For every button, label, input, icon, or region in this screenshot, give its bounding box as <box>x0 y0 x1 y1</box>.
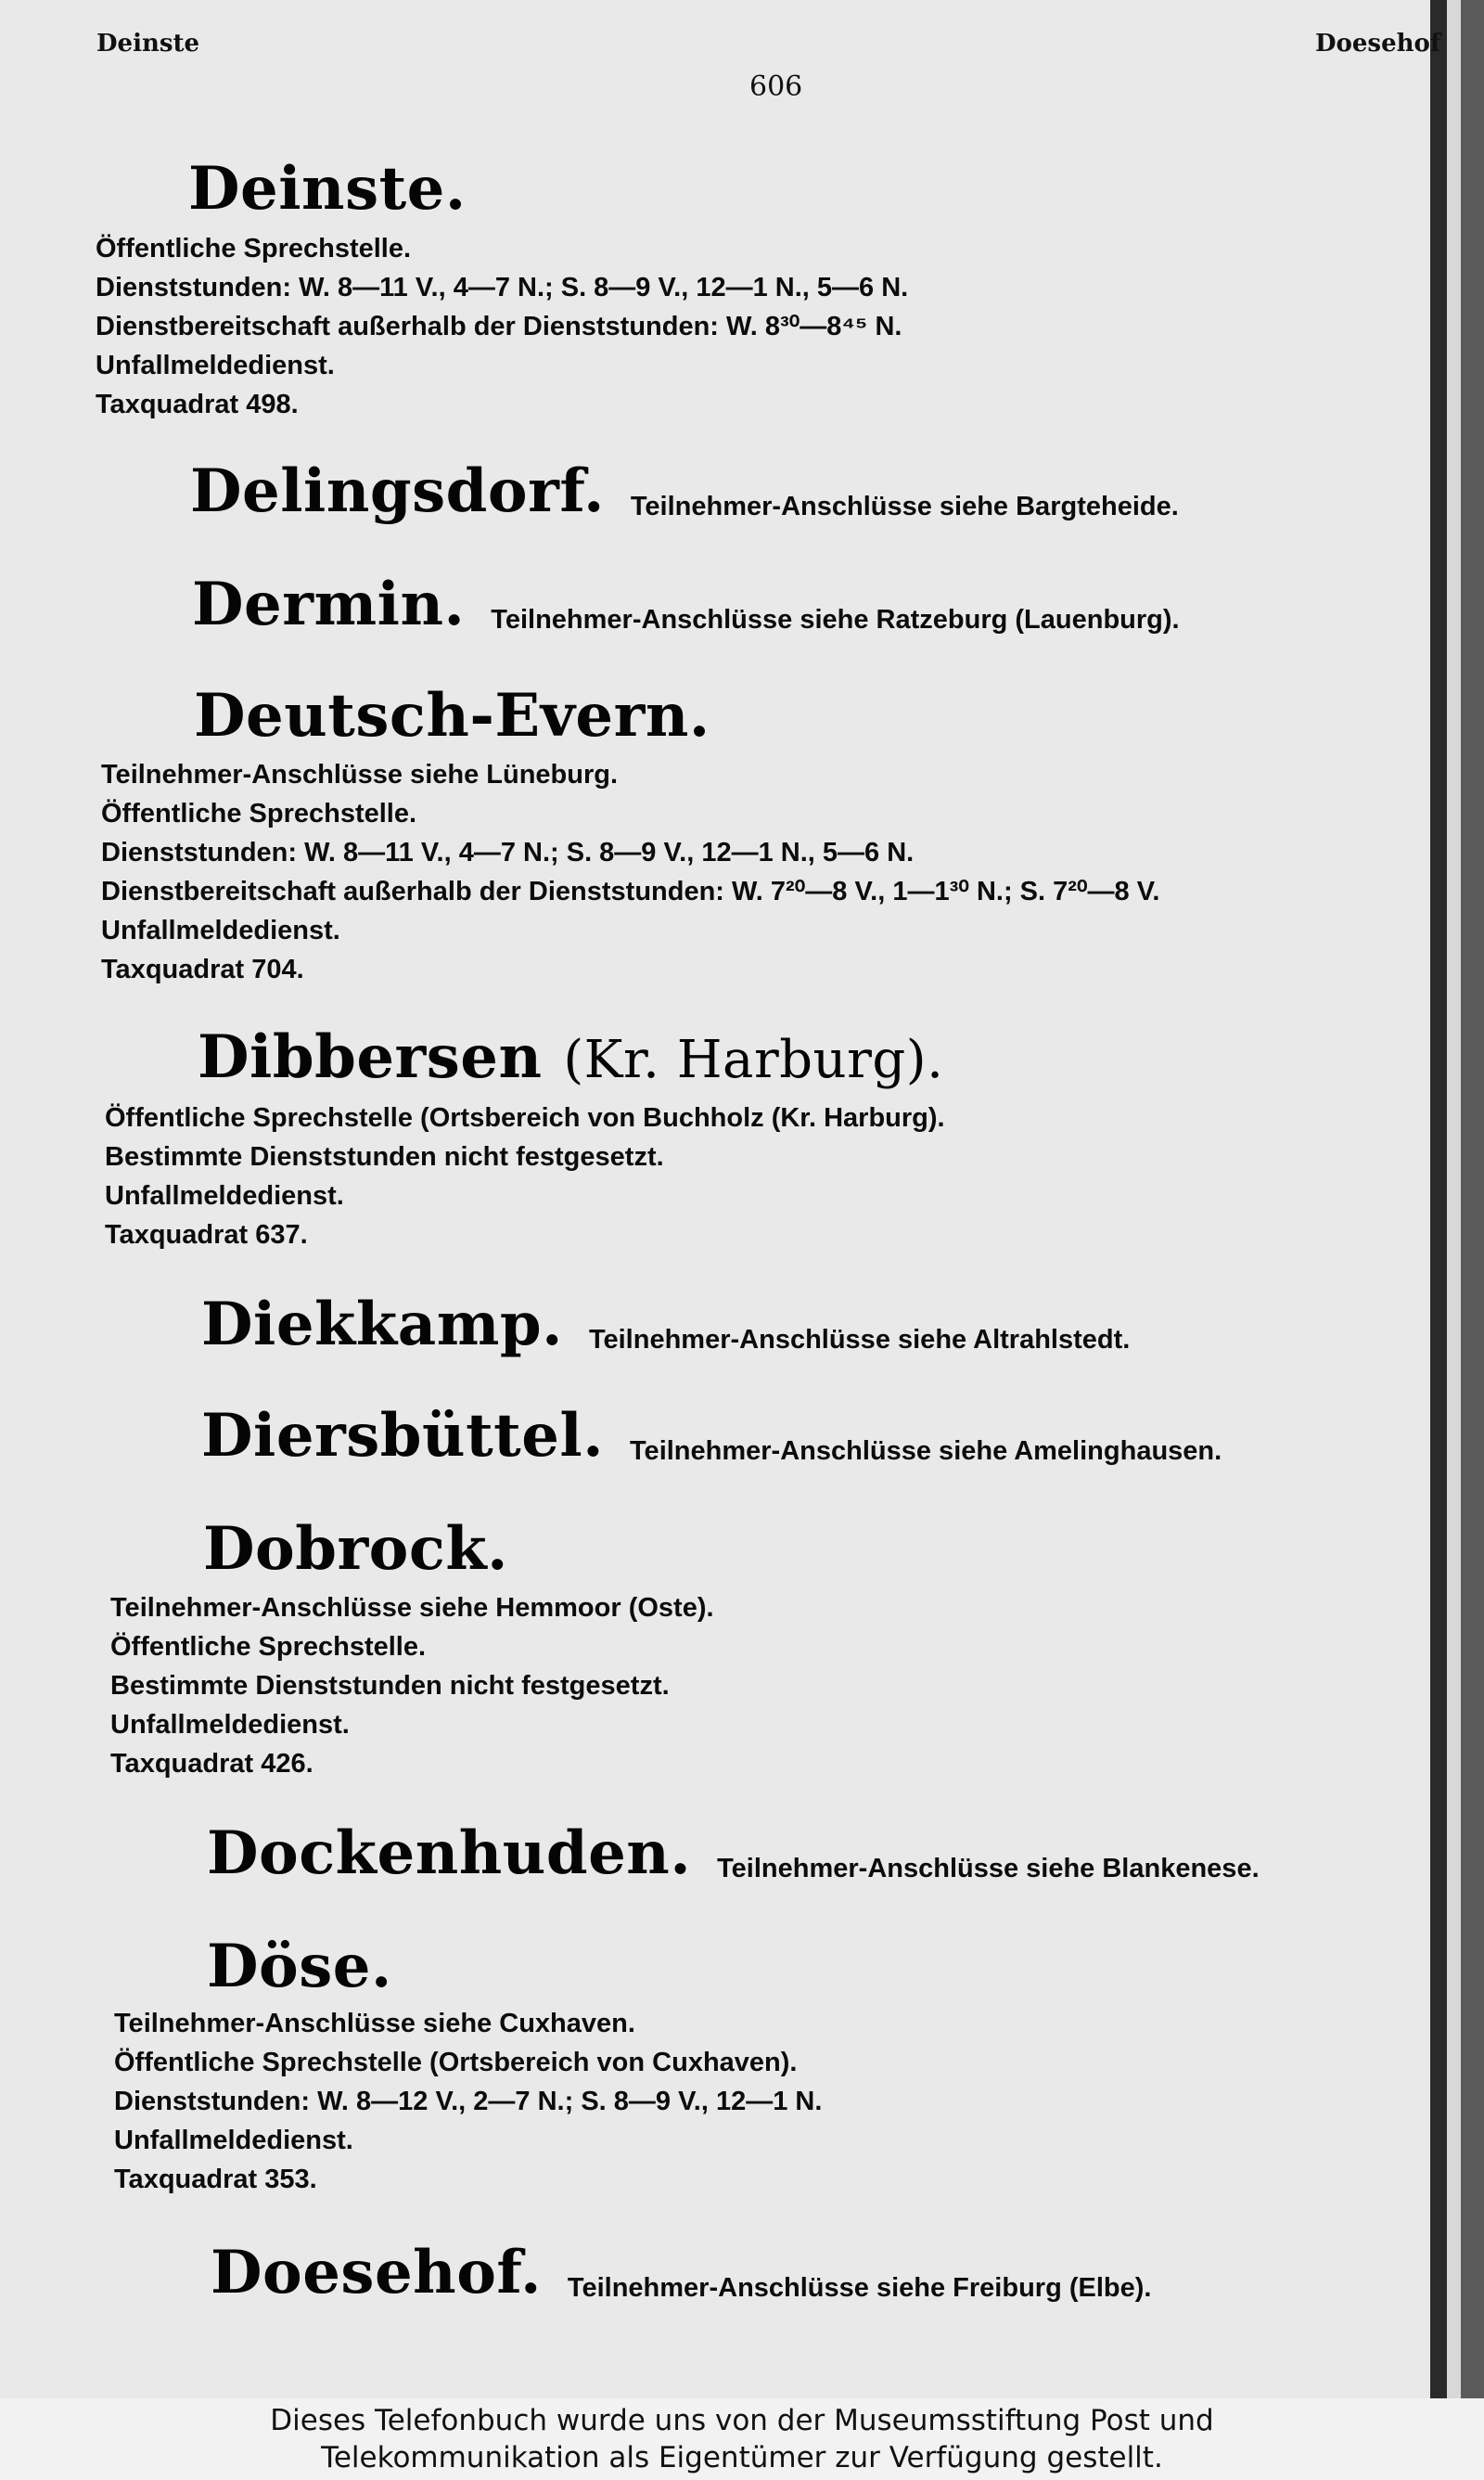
entry-dibbersen-details <box>105 1099 945 1254</box>
entry-heading: Doesehof. <box>211 2238 542 2307</box>
entry-deinste-details <box>96 229 908 424</box>
detail-line: Teilnehmer-Anschlüsse siehe Lüneburg. <box>101 760 619 790</box>
entry-doese-details <box>114 2004 822 2199</box>
entry-heading <box>198 1022 944 1092</box>
cross-reference: Teilnehmer-Anschlüsse siehe Blankenese. <box>717 1854 1260 1884</box>
detail-line: Öffentliche Sprechstelle. <box>101 799 417 829</box>
detail-line: Teilnehmer-Anschlüsse siehe Hemmoor (Oste). <box>110 1593 714 1623</box>
entry-dobrock-details <box>110 1588 714 1783</box>
detail-line: Taxquadrat 498. <box>96 390 299 419</box>
entry-heading: Diersbüttel. <box>201 1401 604 1471</box>
entry-doesehof <box>211 2238 1152 2307</box>
entry-heading: Deutsch-Evern. <box>194 681 710 751</box>
detail-line: Unfallmeldedienst. <box>110 1710 350 1740</box>
entry-heading: Dobrock. <box>203 1514 508 1584</box>
footer-line-2: Telekommunikation als Eigentümer zur Verfügung gestellt. <box>321 2441 1163 2474</box>
detail-line: Unfallmeldedienst. <box>105 1181 344 1211</box>
provenance-footer <box>0 2398 1484 2480</box>
running-header-left: Deinste <box>96 30 200 58</box>
entry-heading: Döse. <box>207 1932 392 2001</box>
entry-doese <box>207 1932 392 2001</box>
detail-line: Bestimmte Dienststunden nicht festgesetzt. <box>105 1142 664 1172</box>
entry-heading-qualifier: (Kr. Harburg). <box>563 1030 944 1090</box>
detail-line: Öffentliche Sprechstelle (Ortsbereich von Buchholz (Kr. Harburg). <box>105 1103 945 1133</box>
detail-line: Dienststunden: W. 8—11 V., 4—7 N.; S. 8—9 V., 12—1 N., 5—6 N. <box>101 838 915 867</box>
detail-line: Taxquadrat 637. <box>105 1220 308 1250</box>
footer-line-1: Dieses Telefonbuch wurde uns von der Museumsstiftung Post und <box>270 2404 1214 2437</box>
entry-diersbuettel <box>201 1401 1222 1471</box>
entry-heading: Dermin. <box>192 570 466 639</box>
entry-heading-name: Dibbersen <box>198 1022 543 1092</box>
detail-line: Taxquadrat 353. <box>114 2165 317 2194</box>
entry-dibbersen <box>198 1022 944 1092</box>
cross-reference: Teilnehmer-Anschlüsse siehe Bargteheide. <box>630 492 1179 522</box>
cross-reference: Teilnehmer-Anschlüsse siehe Amelinghausen. <box>630 1436 1222 1467</box>
cross-reference: Teilnehmer-Anschlüsse siehe Ratzeburg (Lauenburg). <box>491 605 1180 636</box>
detail-line: Öffentliche Sprechstelle (Ortsbereich von Cuxhaven). <box>114 2048 798 2077</box>
detail-line: Dienstbereitschaft außerhalb der Dienststunden: W. 7²⁰—8 V., 1—1³⁰ N.; S. 7²⁰—8 V. <box>101 877 1160 906</box>
detail-line: Öffentliche Sprechstelle. <box>110 1632 427 1662</box>
detail-line: Dienststunden: W. 8—12 V., 2—7 N.; S. 8—9 V., 12—1 N. <box>114 2087 823 2116</box>
entry-deutsch-evern-details <box>101 755 1159 989</box>
cross-reference: Teilnehmer-Anschlüsse siehe Freiburg (Elbe). <box>567 2273 1152 2304</box>
entry-dobrock <box>203 1514 508 1584</box>
page-number: 606 <box>749 71 803 103</box>
entry-heading: Deinste. <box>188 154 467 224</box>
entry-heading: Dockenhuden. <box>207 1818 692 1888</box>
entry-deutsch-evern <box>194 681 710 751</box>
detail-line: Taxquadrat 426. <box>110 1749 313 1779</box>
entry-dockenhuden <box>207 1818 1260 1888</box>
cross-reference: Teilnehmer-Anschlüsse siehe Altrahlstedt. <box>588 1325 1131 1356</box>
entry-deinste <box>188 154 467 224</box>
book-spine-shadow <box>1461 0 1484 2398</box>
detail-line: Öffentliche Sprechstelle. <box>96 234 412 263</box>
running-header-right: Doesehof <box>1315 30 1441 58</box>
entry-heading: Delingsdorf. <box>190 456 605 526</box>
detail-line: Teilnehmer-Anschlüsse siehe Cuxhaven. <box>114 2009 635 2038</box>
detail-line: Taxquadrat 704. <box>101 955 304 984</box>
detail-line: Dienstbereitschaft außerhalb der Dienststunden: W. 8³⁰—8⁴⁵ N. <box>96 312 902 341</box>
detail-line: Dienststunden: W. 8—11 V., 4—7 N.; S. 8—9 V., 12—1 N., 5—6 N. <box>96 273 909 302</box>
detail-line: Unfallmeldedienst. <box>114 2126 353 2155</box>
entry-diekkamp <box>201 1290 1131 1359</box>
detail-line: Unfallmeldedienst. <box>101 916 340 945</box>
entry-dermin <box>192 570 1180 639</box>
detail-line: Unfallmeldedienst. <box>96 351 335 380</box>
entry-delingsdorf <box>190 456 1179 526</box>
entry-heading: Diekkamp. <box>201 1290 563 1359</box>
detail-line: Bestimmte Dienststunden nicht festgesetzt. <box>110 1671 670 1701</box>
